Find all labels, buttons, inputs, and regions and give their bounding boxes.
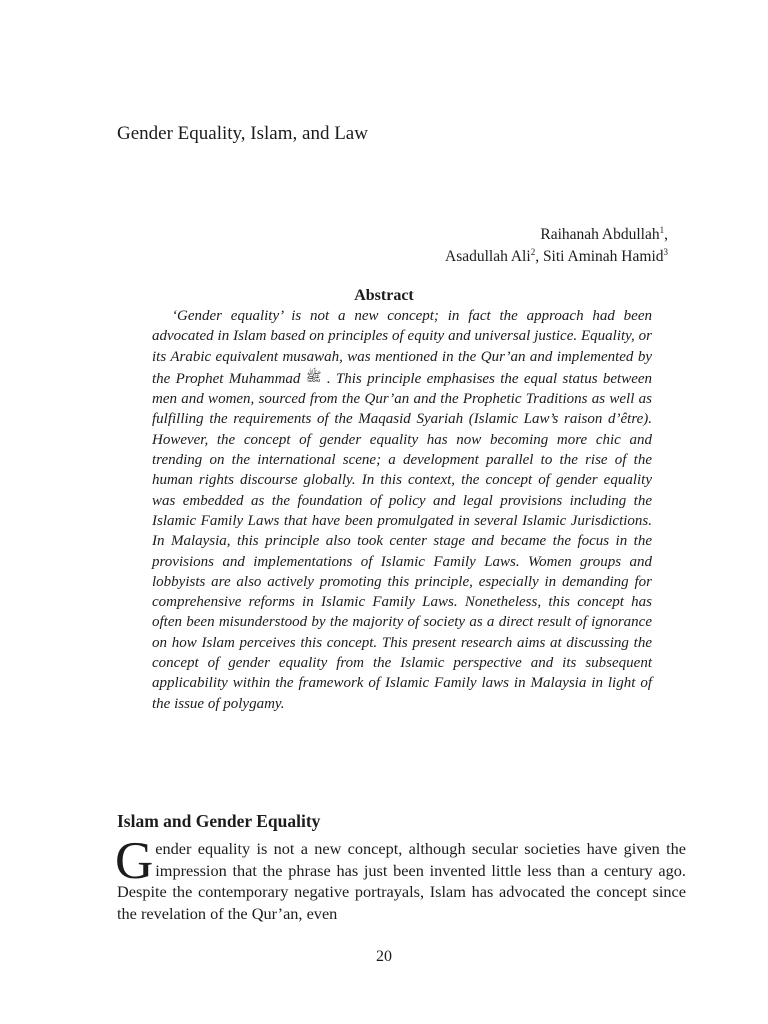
drop-cap: G	[115, 832, 154, 890]
author-line-1	[445, 224, 668, 246]
author-separator: ,	[535, 248, 543, 265]
author-name: Siti Aminah Hamid	[542, 248, 664, 265]
paper-title: Gender Equality, Islam, and Law	[117, 123, 368, 144]
section-body	[115, 832, 686, 924]
author-line-2	[445, 246, 668, 268]
author-affiliation-mark: 3	[663, 246, 668, 257]
abstract-body	[152, 306, 652, 714]
abstract-text-part-2: . This principle emphasises the equal status between men and women, sourced from the Qur’an and the Prophetic Traditions as well as fulfilling the requirements of the Maqasid Syariah (Islamic Law’s raison d’être). However, the concept of gender equality has now becoming more chic and trending on the international scene; a development parallel to the rise of the human rights discourse globally. In this context, the concept of gender equality was embedded as the foundation of policy and legal provisions including the Islamic Family Laws that have been promulgated in several Islamic Jurisdictions. In Malaysia, this principle also took center stage and became the focus in the provisions and implementations of Islamic Family Laws. Women groups and lobbyists are also actively promoting this principle, especially in demanding for comprehensive reforms in Islamic Family Laws. Nonetheless, this concept has often been misunderstood by the majority of society as a direct result of ignorance on how Islam perceives this concept. This present research aims at discussing the concept of gender equality from the Islamic perspective and its subsequent applicability within the framework of Islamic Family laws in Malaysia in light of the issue of polygamy.	[152, 370, 653, 712]
salawat-glyph: ﷺ	[305, 368, 322, 384]
section-body-text: ender equality is not a new concept, although secular societies have given the impression that the phrase has just been invented little less than a century ago. Despite the contemporary negative portrayals, Islam has advocated the concept since the revelation of the Qur’an, even	[117, 839, 686, 923]
author-affiliation-mark: 2	[530, 246, 536, 257]
page-number: 20	[376, 948, 392, 965]
author-name: Asadullah Ali	[445, 248, 531, 265]
author-list	[445, 224, 668, 268]
author-affiliation-mark: 1	[659, 224, 665, 235]
author-separator: ,	[664, 226, 668, 243]
author-name: Raihanah Abdullah	[540, 226, 660, 243]
abstract-text-part-1: ‘Gender equality’ is not a new concept; in fact the approach had been advocated in Islam based on principles of equity and universal justice. Equality, or its Arabic equivalent musawah, was mentioned in the Qur’an and implemented by the Prophet Muhammad	[152, 308, 652, 387]
section-heading: Islam and Gender Equality	[117, 811, 321, 831]
abstract-heading: Abstract	[354, 287, 414, 304]
